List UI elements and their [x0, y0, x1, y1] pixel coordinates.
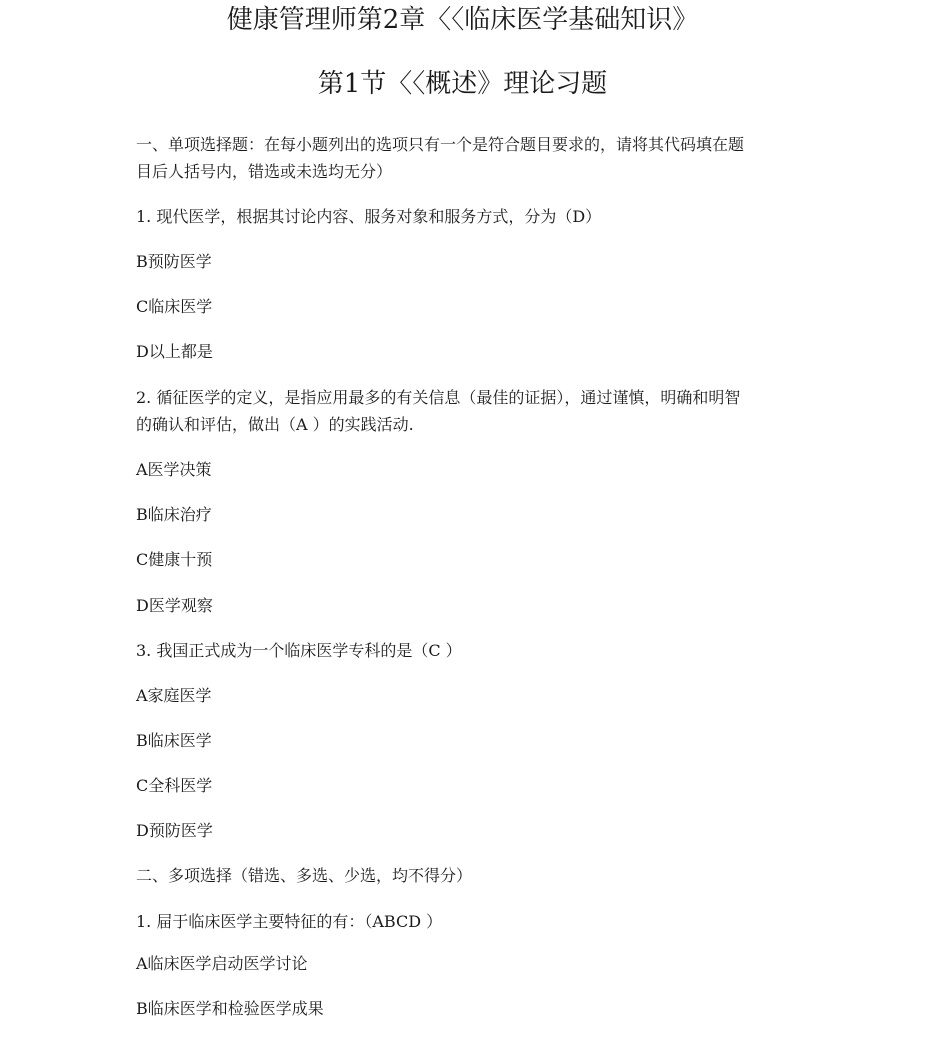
question-2-line1: 2. 循征医学的定义，是指应用最多的有关信息（最佳的证据），通过谨慎，明确和明智: [136, 388, 741, 407]
q3-option-d: D预防医学: [136, 821, 213, 840]
q1-option-c: C临床医学: [136, 297, 213, 316]
question-2-line2: 的确认和评估，做出（A ）的实践活动.: [136, 415, 414, 434]
q1-option-b: B预防医学: [136, 252, 212, 271]
document-title: 健康管理师第2章〈〈临床医学基础知识》: [226, 5, 699, 35]
q3-option-b: B临床医学: [136, 731, 212, 750]
q2-option-b: B临床治疗: [136, 505, 212, 524]
q3-option-a: A家庭医学: [136, 686, 212, 705]
section2-heading: 二、多项选择（错选、多选、少选，均不得分）: [136, 866, 473, 885]
q2-option-c: C健康十预: [136, 550, 213, 569]
multi-question-1: 1. 屇于临床医学主要特征的有：（ABCD ）: [136, 912, 443, 931]
question-3: 3. 我国正式成为一个临床医学专科的是（C ）: [136, 641, 462, 660]
q1-option-d: D以上都是: [136, 342, 213, 361]
document-subtitle: 第1节〈〈概述》理论习题: [317, 69, 608, 99]
q2-option-a: A医学决策: [136, 460, 212, 479]
question-1: 1. 现代医学，根据其讨论内容、服务对象和服务方式，分为（D）: [136, 207, 602, 226]
q2-option-d: D医学观察: [136, 596, 213, 615]
mq1-option-a: A临床医学启动医学讨论: [136, 954, 308, 973]
section1-heading-line2: 目后人括号内，错选或未选均无分）: [136, 162, 393, 181]
section1-heading-line1: 一、单项选择题：在每小题列出的选项只有一个是符合题目要求的，请将其代码填在题: [136, 135, 745, 154]
q3-option-c: C全科医学: [136, 776, 213, 795]
mq1-option-b: B临床医学和检验医学成果: [136, 999, 324, 1018]
